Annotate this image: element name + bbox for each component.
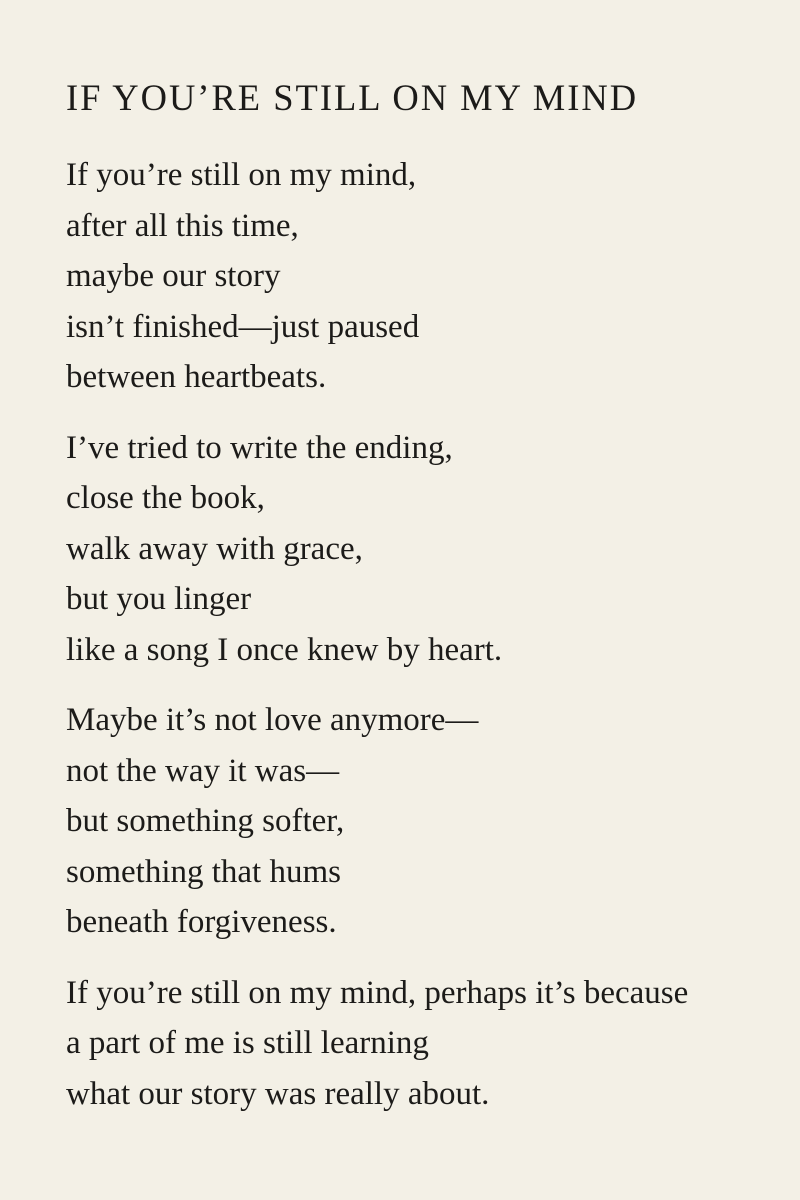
poem-line: If you’re still on my mind, perhaps it’s because (66, 974, 689, 1011)
poem-line: but something softer, (66, 803, 345, 839)
poem-line: If you’re still on my mind, (66, 157, 417, 193)
poem-line: isn’t finished—just paused (66, 308, 420, 345)
stanza-2 (66, 423, 780, 676)
poem-line: walk away with grace, (66, 530, 363, 567)
poem-line: close the book, (66, 480, 265, 516)
poem-line: not the way it was— (66, 752, 340, 789)
poem-line: something that hums (66, 853, 341, 890)
poem-line: maybe our story (66, 258, 281, 294)
poem-line: like a song I once knew by heart. (66, 631, 503, 668)
poem-line: after all this time, (66, 207, 299, 244)
poem-line: Maybe it’s not love anymore— (66, 702, 479, 738)
poem-title: IF YOU’RE STILL ON MY MIND (66, 77, 639, 118)
stanza-3 (66, 695, 780, 948)
poem-line: beneath forgiveness. (66, 904, 337, 940)
stanza-4 (66, 968, 780, 1120)
poem-line: between heartbeats. (66, 359, 327, 395)
poem-line: a part of me is still learning (66, 1025, 429, 1061)
poem-line: but you linger (66, 581, 252, 617)
poem-line: what our story was really about. (66, 1075, 490, 1112)
poem-line: I’ve tried to write the ending, (66, 429, 453, 466)
stanza-1 (66, 150, 780, 403)
